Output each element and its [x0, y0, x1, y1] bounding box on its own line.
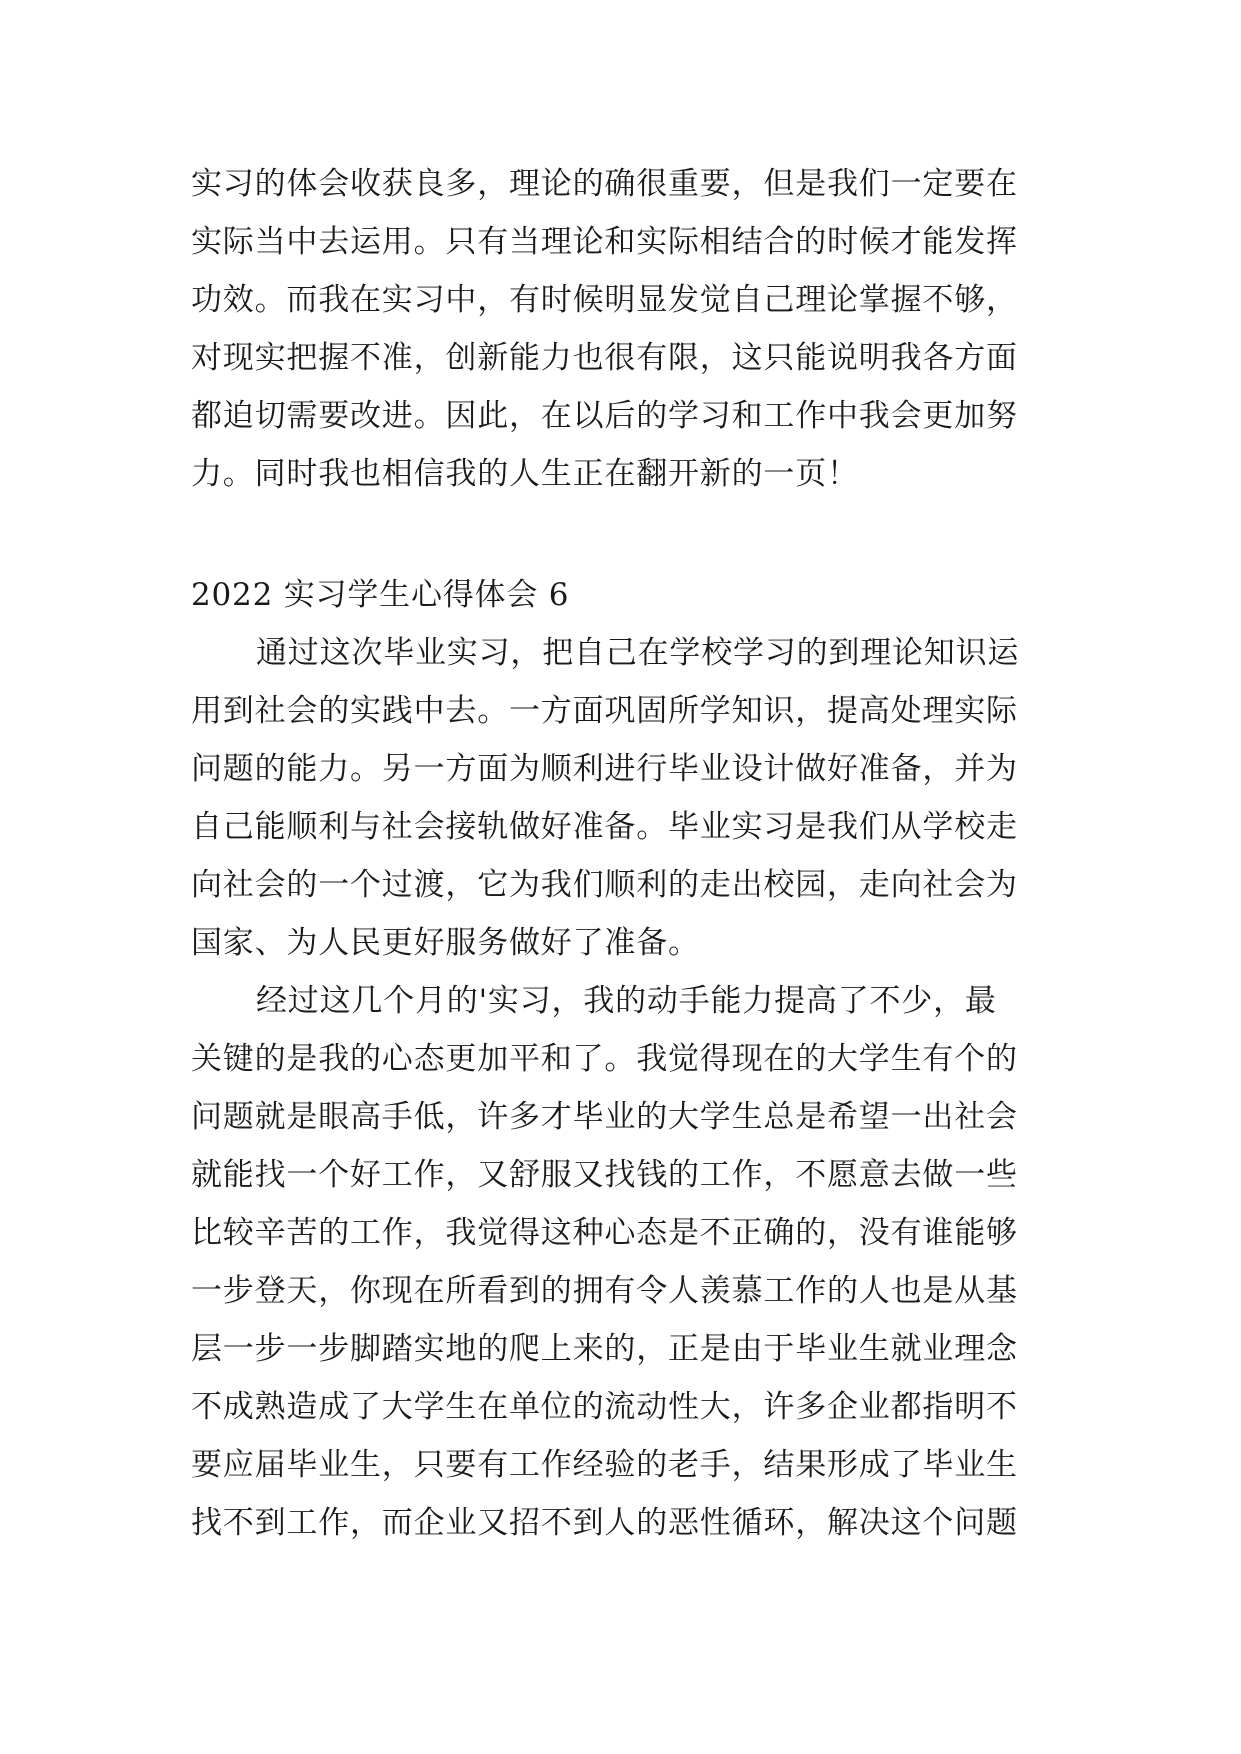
text-line: 层一步一步脚踏实地的爬上来的，正是由于毕业生就业理念	[191, 1331, 1018, 1367]
text-line: 问题就是眼高手低，许多才毕业的大学生总是希望一出社会	[191, 1099, 1018, 1135]
text-line: 国家、为人民更好服务做好了准备。	[191, 925, 700, 961]
section-heading: 2022 实习学生心得体会 6	[191, 577, 570, 613]
text-line: 都迫切需要改进。因此，在以后的学习和工作中我会更加努	[191, 398, 1018, 434]
text-line: 就能找一个好工作，又舒服又找钱的工作，不愿意去做一些	[191, 1157, 1018, 1193]
text-line: 经过这几个月的'实习，我的动手能力提高了不少，最	[256, 983, 997, 1019]
text-line: 通过这次毕业实习，把自己在学校学习的到理论知识运	[256, 635, 1020, 671]
text-line: 自己能顺利与社会接轨做好准备。毕业实习是我们从学校走	[191, 809, 1018, 845]
text-line: 实习的体会收获良多，理论的确很重要，但是我们一定要在	[191, 166, 1018, 202]
text-line: 力。同时我也相信我的人生正在翻开新的一页！	[191, 456, 859, 492]
text-line: 一步登天，你现在所看到的拥有令人羡慕工作的人也是从基	[191, 1273, 1018, 1309]
text-line: 对现实把握不准，创新能力也很有限，这只能说明我各方面	[191, 340, 1018, 376]
text-line: 用到社会的实践中去。一方面巩固所学知识，提高处理实际	[191, 693, 1018, 729]
text-line: 不成熟造成了大学生在单位的流动性大，许多企业都指明不	[191, 1389, 1018, 1425]
text-line: 功效。而我在实习中，有时候明显发觉自己理论掌握不够，	[191, 282, 1018, 318]
text-line: 找不到工作，而企业又招不到人的恶性循环，解决这个问题	[191, 1505, 1018, 1541]
text-line: 比较辛苦的工作，我觉得这种心态是不正确的，没有谁能够	[191, 1215, 1018, 1251]
text-line: 问题的能力。另一方面为顺利进行毕业设计做好准备，并为	[191, 751, 1018, 787]
text-line: 向社会的一个过渡，它为我们顺利的走出校园，走向社会为	[191, 867, 1018, 903]
text-line: 关键的是我的心态更加平和了。我觉得现在的大学生有个的	[191, 1041, 1018, 1077]
text-line: 实际当中去运用。只有当理论和实际相结合的时候才能发挥	[191, 224, 1018, 260]
text-line: 要应届毕业生，只要有工作经验的老手，结果形成了毕业生	[191, 1447, 1018, 1483]
